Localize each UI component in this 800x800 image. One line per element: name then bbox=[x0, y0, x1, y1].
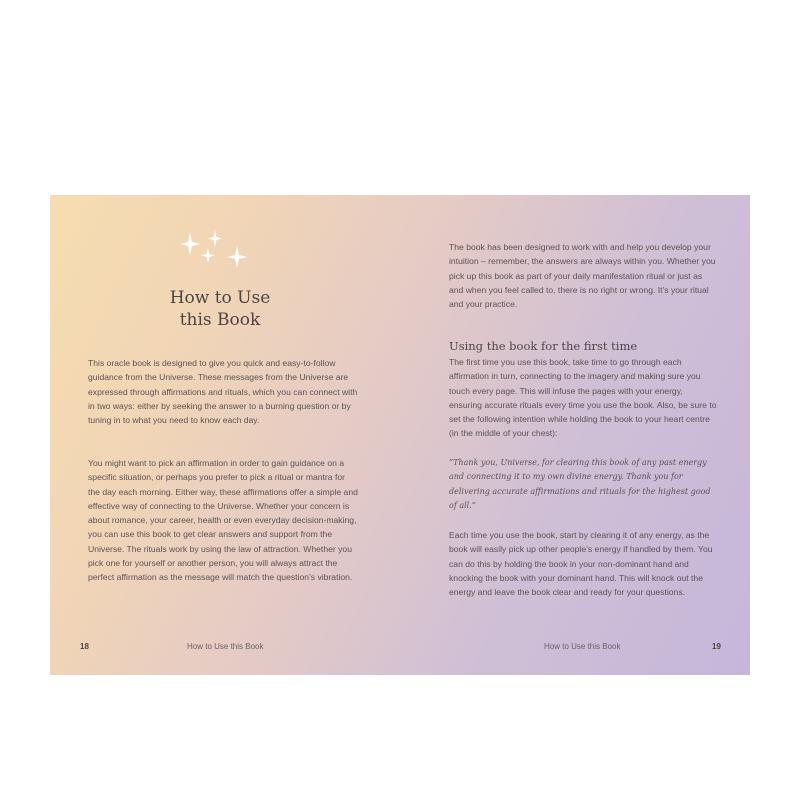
page-title bbox=[110, 287, 330, 331]
intention-quote: “Thank you, Universe, for clearing this book of any past energy and connecting it to my own divine energy. Thank you for delivering accurate affirmations and rituals for the highest good of all.” bbox=[449, 458, 711, 510]
right-page-number: 19 bbox=[712, 642, 721, 651]
book-spread bbox=[50, 195, 750, 675]
left-paragraph-1: This oracle book is designed to give you quick and easy-to-follow guidance from the Universe. These messages from the Universe are expressed through affirmations and rituals, which you can connect with in two ways: either by seeking the answer to a burning question or by tuning in to what you need to know each day. bbox=[88, 358, 358, 426]
right-paragraph-2: The first time you use this book, take time to go through each affirmation in turn, connecting to the imagery and making sure you touch every page. This will infuse the pages with your energy, ensuring accurate rituals every time you use the book. Also, be sure to set the following intention while holding the book to your heart centre (in the middle of your chest): bbox=[449, 357, 717, 439]
right-paragraph-3: Each time you use the book, start by clearing it of any energy, as the book will easily pick up other people’s energy if handled by them. You can do this by holding the book in your non-dominant hand and knocking the book with your dominant hand. This will knock out the energy and leave the book clear and ready for your questions. bbox=[449, 530, 713, 598]
title-line-2: this Book bbox=[179, 310, 261, 330]
left-running-title: How to Use this Book bbox=[187, 642, 264, 651]
left-page-number: 18 bbox=[80, 642, 89, 651]
right-paragraph-1: The book has been designed to work with and help you develop your intuition – remember, the answers are always within you. Whether you pick up this book as part of your daily manifestation ritual or just as and when you feel called to, there is no right or wrong. It’s your ritual and your practice. bbox=[449, 242, 716, 310]
title-line-1: How to Use bbox=[169, 288, 271, 308]
sparkles-icon bbox=[180, 230, 255, 275]
section-subheading: Using the book for the first time bbox=[449, 339, 638, 353]
right-running-title: How to Use this Book bbox=[544, 642, 621, 651]
left-paragraph-2: You might want to pick an affirmation in order to gain guidance on a specific situation, or perhaps you prefer to pick a ritual or mantra for the day each morning. Either way, these affirmations offer a simple and effective way of connecting to the Universe. Whether your concern is about romance, your career, health or even everyday decision-making, you can use this book to get clear answers and support from the Universe. The rituals work by using the law of attraction. Whether you pick one for yourself or another person, you will always attract the perfect affirmation as the message will match the question’s vibration. bbox=[88, 458, 358, 583]
